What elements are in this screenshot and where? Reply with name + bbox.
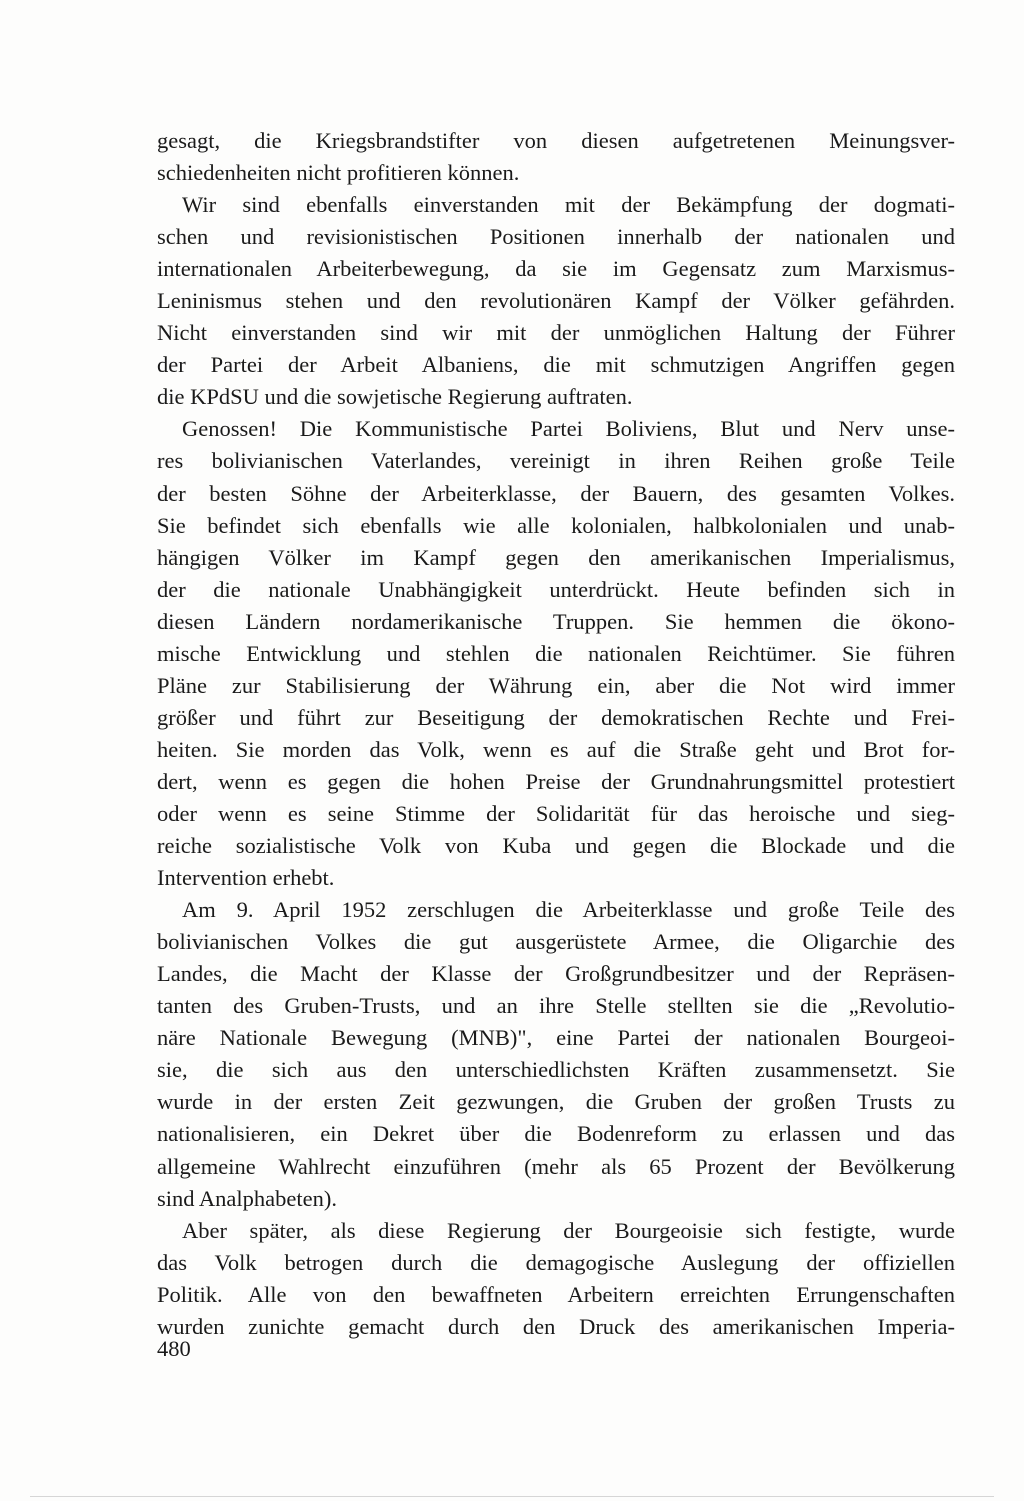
text-line: Landes, die Macht der Klasse der Großgrundbesitzer und der Repräsen- xyxy=(157,961,955,987)
text-line: diesen Ländern nordamerikanische Truppen. Sie hemmen die ökono- xyxy=(157,608,955,634)
page-number: 480 xyxy=(157,1336,191,1361)
text-line: größer und führt zur Beseitigung der demokratischen Rechte und Frei- xyxy=(157,704,955,730)
text-line: internationalen Arbeiterbewegung, da sie im Gegensatz zum Marxismus- xyxy=(157,256,955,282)
text-line: Genossen! Die Kommunistische Partei Boliviens, Blut und Nerv unse- xyxy=(182,416,955,442)
text-line: Aber später, als diese Regierung der Bourgeoisie sich festigte, wurde xyxy=(182,1217,955,1243)
text-line: Sie befindet sich ebenfalls wie alle kolonialen, halbkolonialen und unab- xyxy=(157,512,955,538)
text-line: allgemeine Wahlrecht einzuführen (mehr als 65 Prozent der Bevölkerung xyxy=(157,1153,955,1179)
body-text xyxy=(157,125,955,1343)
text-line: heiten. Sie morden das Volk, wenn es auf die Straße geht und Brot for- xyxy=(157,736,955,762)
text-line: der Partei der Arbeit Albaniens, die mit schmutzigen Angriffen gegen xyxy=(157,352,955,378)
text-line: tanten des Gruben-Trusts, und an ihre Stelle stellten sie die „Revolutio- xyxy=(157,993,955,1019)
page-edge-divider xyxy=(30,1496,994,1497)
text-line: Nicht einverstanden sind wir mit der unmöglichen Haltung der Führer xyxy=(157,320,955,346)
text-line: Politik. Alle von den bewaffneten Arbeitern erreichten Errungenschaften xyxy=(157,1281,955,1307)
text-line: res bolivianischen Vaterlandes, vereinigt in ihren Reihen große Teile xyxy=(157,448,955,474)
text-line: bolivianischen Volkes die gut ausgerüstete Armee, die Oligarchie des xyxy=(157,929,955,955)
text-line: Pläne zur Stabilisierung der Währung ein, aber die Not wird immer xyxy=(157,672,955,698)
text-line: der besten Söhne der Arbeiterklasse, der Bauern, des gesamten Volkes. xyxy=(157,480,955,506)
text-line: oder wenn es seine Stimme der Solidarität für das heroische und sieg- xyxy=(157,800,955,826)
text-line: wurde in der ersten Zeit gezwungen, die Gruben der großen Trusts zu xyxy=(157,1089,955,1115)
text-line: Wir sind ebenfalls einverstanden mit der Bekämpfung der dogmati- xyxy=(182,192,955,218)
text-line: schiedenheiten nicht profitieren können. xyxy=(157,160,520,186)
text-line: die KPdSU und die sowjetische Regierung auftraten. xyxy=(157,384,633,410)
text-line: Leninismus stehen und den revolutionären Kampf der Völker gefährden. xyxy=(157,288,955,314)
text-line: gesagt, die Kriegsbrandstifter von diesen aufgetretenen Meinungsver- xyxy=(157,128,955,153)
text-line: der die nationale Unabhängigkeit unterdrückt. Heute befinden sich in xyxy=(157,576,955,602)
text-line: sind Analphabeten). xyxy=(157,1185,337,1211)
text-line: Intervention erhebt. xyxy=(157,865,335,891)
text-line: sie, die sich aus den unterschiedlichsten Kräften zusammensetzt. Sie xyxy=(157,1057,955,1083)
text-line: dert, wenn es gegen die hohen Preise der Grundnahrungsmittel protestiert xyxy=(157,768,955,794)
text-line: das Volk betrogen durch die demagogische Auslegung der offiziellen xyxy=(157,1249,955,1275)
text-line: reiche sozialistische Volk von Kuba und gegen die Blockade und die xyxy=(157,833,955,859)
text-line: wurden zunichte gemacht durch den Druck des amerikanischen Imperia- xyxy=(157,1313,955,1339)
text-line: mische Entwicklung und stehlen die nationalen Reichtümer. Sie führen xyxy=(157,640,955,666)
text-line: schen und revisionistischen Positionen innerhalb der nationalen und xyxy=(157,224,955,250)
text-line: Am 9. April 1952 zerschlugen die Arbeiterklasse und große Teile des xyxy=(182,897,955,923)
text-line: näre Nationale Bewegung (MNB)", eine Partei der nationalen Bourgeoi- xyxy=(157,1025,955,1051)
text-line: nationalisieren, ein Dekret über die Bodenreform zu erlassen und das xyxy=(157,1121,955,1147)
text-line: hängigen Völker im Kampf gegen den amerikanischen Imperialismus, xyxy=(157,544,955,570)
